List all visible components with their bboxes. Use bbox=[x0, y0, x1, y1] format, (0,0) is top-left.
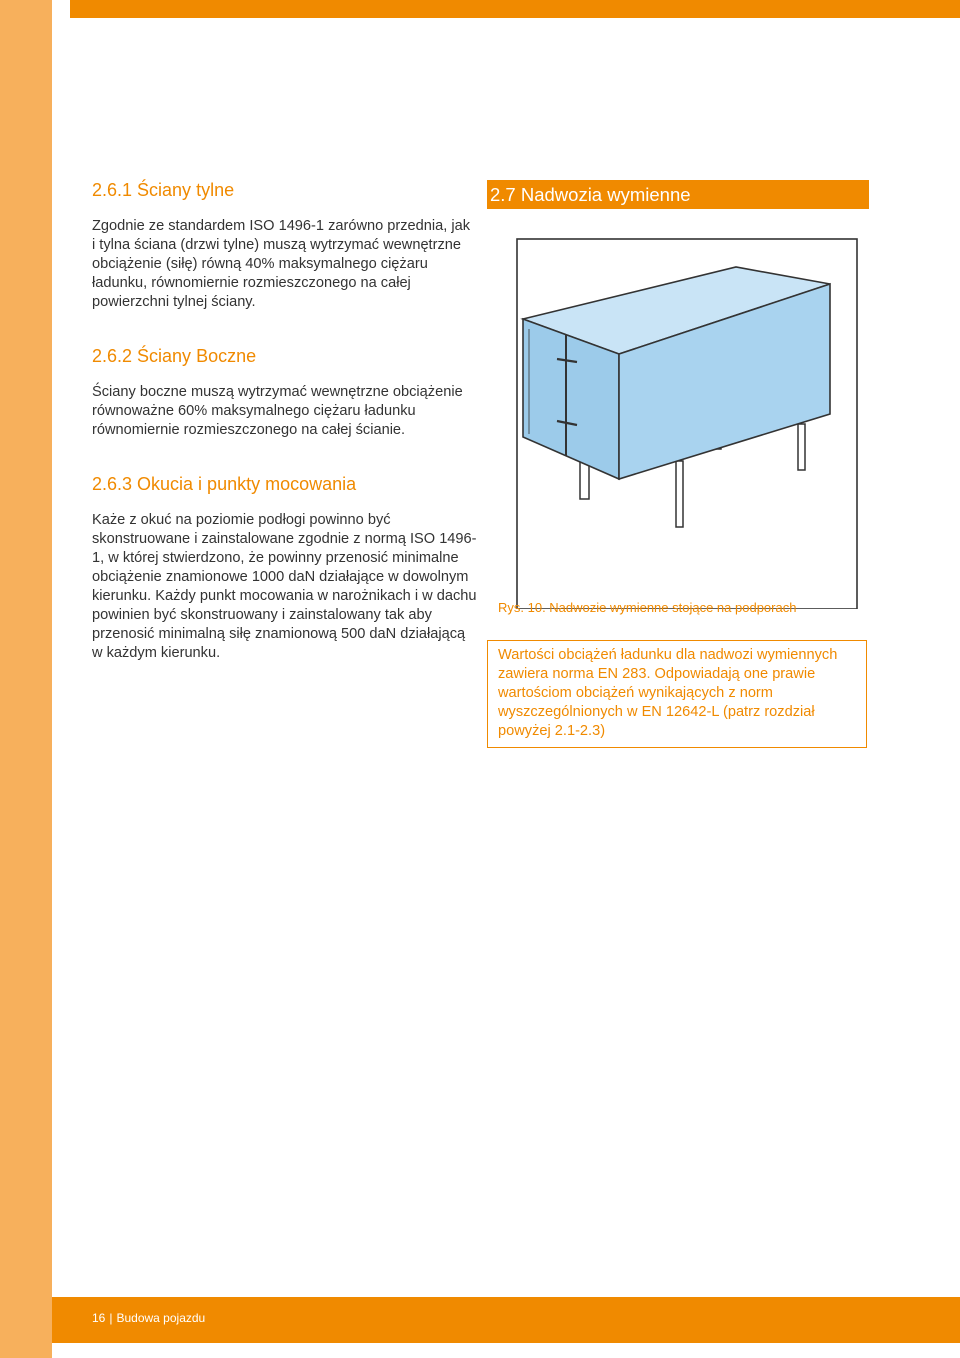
footer-left-stripe bbox=[0, 1297, 52, 1358]
leg-front-right bbox=[676, 461, 683, 527]
text-2-6-1: Zgodnie ze standardem ISO 1496-1 zarówno przednia, jak i tylna ściana (drzwi tylne) muszą wytrzymać wewnętrzne obciążenie (siłę) równą 40% maksymalnego ciężaru ładunku, równomiernie rozmieszczonego na całej powierzchni tylnej ściany. bbox=[92, 218, 471, 310]
swap-body-figure bbox=[487, 209, 869, 609]
left-column bbox=[92, 180, 477, 697]
page-number: 16 bbox=[92, 1311, 106, 1325]
top-bar bbox=[0, 0, 960, 18]
footer-title: Budowa pojazdu bbox=[116, 1311, 206, 1325]
info-box: Wartości obciążeń ładunku dla nadwozi wymiennych zawiera norma EN 283. Odpowiadają one prawie wartościom obciążeń wynikających z norm wyszczególnionych w EN 12642-L (patrz rozdział powyżej 2.1-2.3) bbox=[487, 640, 867, 748]
text-2-6-2: Ściany boczne muszą wytrzymać wewnętrzne obciążenie równoważne 60% maksymalnego ciężaru ładunku równomiernie rozmieszczonego na całej ścianie. bbox=[92, 384, 463, 438]
right-column bbox=[487, 180, 869, 739]
swap-body-illustration bbox=[487, 209, 869, 609]
left-margin bbox=[52, 0, 70, 1358]
heading-2-6-1: 2.6.1 Ściany tylne bbox=[92, 180, 235, 200]
left-stripe bbox=[0, 0, 52, 1358]
heading-2-7: 2.7 Nadwozia wymienne bbox=[487, 180, 869, 209]
bottom-strip bbox=[0, 1343, 960, 1358]
page-footer: 16 | Budowa pojazdu bbox=[92, 1311, 206, 1325]
heading-2-6-3: 2.6.3 Okucia i punkty mocowania bbox=[92, 474, 357, 494]
text-2-6-3: Każe z okuć na poziomie podłogi powinno być skonstruowane i zainstalowane zgodnie z normą ISO 1496-1, w której stwierdzono, że powinny przenosić minimalne obciążenie znamionowe 1000 daN działające w dowolnym kierunku. Każdy punkt mocowania w narożnikach i w dachu powinien być skonstruowany i zainstalowany tak aby przenosić minimalną siłę znamionową 500 daN działającą w każdym kierunku. bbox=[92, 512, 477, 661]
heading-2-6-2: 2.6.2 Ściany Boczne bbox=[92, 346, 257, 366]
leg-back-right bbox=[798, 424, 805, 470]
figure-caption: Rys. 10. Nadwozie wymienne stojące na podporach bbox=[498, 600, 797, 615]
